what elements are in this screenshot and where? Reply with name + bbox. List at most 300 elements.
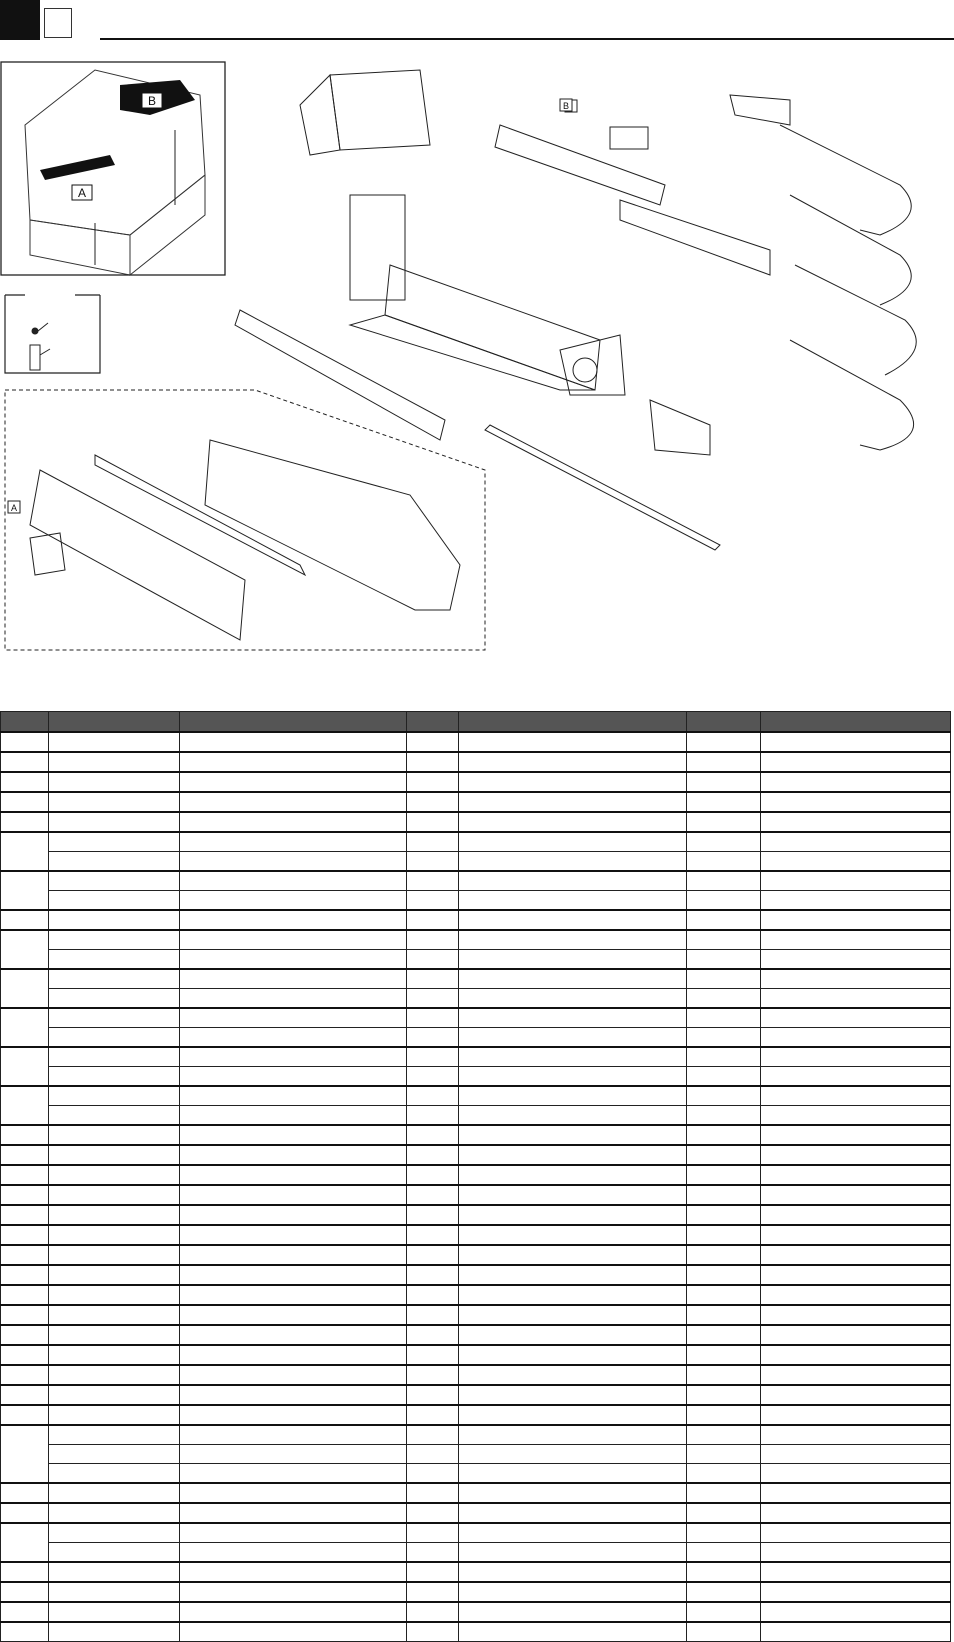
- table-cell: [49, 1205, 180, 1225]
- table-cell: [761, 1145, 951, 1165]
- table-cell: [49, 1385, 180, 1405]
- table-cell: [761, 1008, 951, 1028]
- table-cell: [180, 1365, 407, 1385]
- table-row: [1, 871, 951, 891]
- table-cell: [459, 1345, 687, 1365]
- table-cell: [180, 1445, 407, 1464]
- table-cell: [407, 871, 459, 891]
- table-cell: [180, 1145, 407, 1165]
- table-cell: [180, 1008, 407, 1028]
- table-cell: [49, 969, 180, 989]
- table-cell: [180, 752, 407, 772]
- table-cell: [180, 792, 407, 812]
- table-cell: [761, 871, 951, 891]
- table-cell: [407, 989, 459, 1009]
- table-cell: [459, 1582, 687, 1602]
- table-cell: [49, 1425, 180, 1445]
- table-cell: [687, 792, 761, 812]
- table-cell: [1, 1047, 49, 1086]
- table-cell: [407, 1028, 459, 1048]
- table-cell: [687, 1205, 761, 1225]
- table-cell: [761, 732, 951, 752]
- table-cell: [761, 891, 951, 911]
- table-cell: [407, 1285, 459, 1305]
- table-cell: [407, 832, 459, 852]
- table-cell: [687, 1106, 761, 1126]
- table-cell: [687, 1425, 761, 1445]
- table-cell: [49, 732, 180, 752]
- table-cell: [459, 891, 687, 911]
- table-cell: [407, 1445, 459, 1464]
- table-cell: [407, 1165, 459, 1185]
- table-cell: [1, 1503, 49, 1523]
- table-cell: [687, 969, 761, 989]
- table-cell: [407, 1185, 459, 1205]
- table-cell: [459, 1562, 687, 1582]
- table-row: [1, 1622, 951, 1642]
- table-cell: [459, 1425, 687, 1445]
- table-cell: [687, 1483, 761, 1503]
- table-cell: [459, 930, 687, 950]
- table-cell: [761, 1345, 951, 1365]
- table-cell: [687, 1008, 761, 1028]
- table-cell: [761, 1086, 951, 1106]
- table-cell: [761, 1483, 951, 1503]
- table-cell: [407, 1205, 459, 1225]
- table-cell: [407, 772, 459, 792]
- table-cell: [761, 752, 951, 772]
- table-cell: [459, 1385, 687, 1405]
- table-cell: [459, 1185, 687, 1205]
- table-cell: [180, 1185, 407, 1205]
- table-cell: [459, 1285, 687, 1305]
- table-cell: [180, 1543, 407, 1563]
- table-cell: [761, 1106, 951, 1126]
- table-cell: [180, 852, 407, 872]
- table-cell: [459, 871, 687, 891]
- table-row: [1, 1265, 951, 1285]
- table-cell: [49, 910, 180, 930]
- table-cell: [49, 1225, 180, 1245]
- table-row: [1, 1245, 951, 1265]
- table-cell: [459, 1503, 687, 1523]
- table-row: [1, 1602, 951, 1622]
- table-cell: [459, 950, 687, 970]
- table-cell: [761, 1265, 951, 1285]
- table-cell: [49, 1622, 180, 1642]
- table-cell: [180, 772, 407, 792]
- table-cell: [1, 930, 49, 969]
- callout-a-main: A: [10, 503, 18, 513]
- table-cell: [180, 891, 407, 911]
- table-cell: [687, 752, 761, 772]
- table-cell: [49, 1345, 180, 1365]
- table-row: [1, 891, 951, 911]
- table-cell: [407, 1265, 459, 1285]
- table-cell: [49, 1185, 180, 1205]
- table-cell: [180, 1385, 407, 1405]
- column-header-5: [459, 712, 687, 733]
- table-cell: [761, 989, 951, 1009]
- table-row: [1, 1425, 951, 1445]
- table-cell: [459, 1028, 687, 1048]
- table-cell: [459, 1464, 687, 1484]
- table-cell: [49, 812, 180, 832]
- exploded-parts-drawing: [0, 55, 954, 675]
- table-cell: [180, 1225, 407, 1245]
- table-cell: [761, 812, 951, 832]
- table-cell: [180, 1523, 407, 1543]
- column-header-2: [49, 712, 180, 733]
- table-cell: [761, 852, 951, 872]
- table-cell: [459, 852, 687, 872]
- table-cell: [1, 772, 49, 792]
- table-cell: [459, 1405, 687, 1425]
- table-cell: [761, 1225, 951, 1245]
- table-cell: [687, 852, 761, 872]
- table-cell: [459, 732, 687, 752]
- table-cell: [180, 1245, 407, 1265]
- machine-overview-inset: [1, 62, 225, 275]
- table-cell: [459, 1106, 687, 1126]
- assembly-a-detail: [5, 99, 572, 650]
- table-cell: [687, 1067, 761, 1087]
- table-cell: [687, 871, 761, 891]
- column-header-4: [407, 712, 459, 733]
- table-cell: [687, 1028, 761, 1048]
- table-cell: [49, 1047, 180, 1067]
- table-row: [1, 1543, 951, 1563]
- table-cell: [180, 1305, 407, 1325]
- table-cell: [687, 1445, 761, 1464]
- table-cell: [407, 1345, 459, 1365]
- table-cell: [1, 1405, 49, 1425]
- table-row: [1, 1345, 951, 1365]
- table-cell: [407, 891, 459, 911]
- table-cell: [180, 910, 407, 930]
- table-cell: [180, 1464, 407, 1484]
- table-row: [1, 1047, 951, 1067]
- table-cell: [407, 1523, 459, 1543]
- table-cell: [459, 969, 687, 989]
- table-cell: [407, 1086, 459, 1106]
- table-cell: [180, 1165, 407, 1185]
- table-cell: [761, 1622, 951, 1642]
- table-cell: [180, 1265, 407, 1285]
- table-cell: [180, 950, 407, 970]
- table-cell: [1, 1008, 49, 1047]
- table-cell: [180, 1562, 407, 1582]
- table-cell: [1, 1125, 49, 1145]
- table-cell: [761, 1205, 951, 1225]
- table-cell: [180, 930, 407, 950]
- table-cell: [49, 1483, 180, 1503]
- table-row: [1, 1145, 951, 1165]
- header-rule: [100, 38, 954, 40]
- table-cell: [761, 1245, 951, 1265]
- table-cell: [687, 1265, 761, 1285]
- table-cell: [49, 792, 180, 812]
- table-cell: [407, 1008, 459, 1028]
- table-cell: [1, 1483, 49, 1503]
- table-cell: [49, 1008, 180, 1028]
- table-row: [1, 792, 951, 812]
- table-cell: [180, 1405, 407, 1425]
- table-row: [1, 852, 951, 872]
- column-header-7: [761, 712, 951, 733]
- table-cell: [49, 1602, 180, 1622]
- section-indicator-box: [44, 8, 72, 38]
- section-tab: [0, 0, 40, 40]
- table-row: [1, 1205, 951, 1225]
- table-cell: [180, 1047, 407, 1067]
- table-row: [1, 1523, 951, 1543]
- table-cell: [1, 1562, 49, 1582]
- table-cell: [180, 969, 407, 989]
- table-cell: [761, 1503, 951, 1523]
- table-row: [1, 812, 951, 832]
- table-row: [1, 752, 951, 772]
- table-cell: [687, 950, 761, 970]
- table-cell: [761, 969, 951, 989]
- table-row: [1, 1185, 951, 1205]
- table-cell: [1, 1145, 49, 1165]
- table-row: [1, 1503, 951, 1523]
- table-cell: [1, 812, 49, 832]
- table-cell: [49, 989, 180, 1009]
- table-cell: [1, 910, 49, 930]
- table-cell: [687, 1464, 761, 1484]
- table-cell: [761, 1285, 951, 1305]
- table-cell: [180, 989, 407, 1009]
- table-cell: [1, 1205, 49, 1225]
- table-cell: [687, 1523, 761, 1543]
- table-cell: [407, 930, 459, 950]
- table-cell: [407, 1047, 459, 1067]
- table-cell: [761, 1464, 951, 1484]
- table-cell: [459, 1125, 687, 1145]
- table-cell: [459, 1008, 687, 1028]
- table-cell: [687, 1405, 761, 1425]
- parts-table-body: [1, 732, 951, 1642]
- table-cell: [407, 1602, 459, 1622]
- table-cell: [1, 832, 49, 871]
- table-cell: [761, 1125, 951, 1145]
- column-header-1: [1, 712, 49, 733]
- table-cell: [407, 1125, 459, 1145]
- table-cell: [459, 1483, 687, 1503]
- table-cell: [1, 969, 49, 1008]
- table-cell: [49, 1086, 180, 1106]
- table-cell: [49, 1503, 180, 1523]
- table-cell: [1, 1245, 49, 1265]
- table-cell: [687, 732, 761, 752]
- table-cell: [407, 1582, 459, 1602]
- table-cell: [459, 832, 687, 852]
- table-row: [1, 1385, 951, 1405]
- table-cell: [1, 1185, 49, 1205]
- table-cell: [687, 1125, 761, 1145]
- table-cell: [687, 1165, 761, 1185]
- table-cell: [1, 1345, 49, 1365]
- table-row: [1, 1483, 951, 1503]
- table-cell: [687, 1285, 761, 1305]
- table-cell: [49, 1305, 180, 1325]
- table-header: [1, 712, 951, 733]
- table-cell: [459, 1305, 687, 1325]
- table-cell: [459, 1325, 687, 1345]
- table-cell: [49, 871, 180, 891]
- table-cell: [407, 1245, 459, 1265]
- table-cell: [49, 1067, 180, 1087]
- table-cell: [687, 1345, 761, 1365]
- table-cell: [407, 1405, 459, 1425]
- table-cell: [407, 1305, 459, 1325]
- table-cell: [761, 910, 951, 930]
- table-cell: [687, 1562, 761, 1582]
- table-cell: [49, 930, 180, 950]
- table-row: [1, 1028, 951, 1048]
- table-cell: [687, 772, 761, 792]
- table-cell: [1, 1325, 49, 1345]
- table-cell: [407, 1325, 459, 1345]
- table-row: [1, 1165, 951, 1185]
- table-cell: [459, 1067, 687, 1087]
- table-cell: [687, 1145, 761, 1165]
- table-row: [1, 1067, 951, 1087]
- table-cell: [1, 752, 49, 772]
- table-cell: [180, 1205, 407, 1225]
- table-cell: [407, 1562, 459, 1582]
- table-cell: [459, 1165, 687, 1185]
- table-cell: [761, 1582, 951, 1602]
- table-cell: [407, 1483, 459, 1503]
- table-cell: [180, 832, 407, 852]
- detail-inset: [5, 295, 100, 373]
- table-cell: [407, 1225, 459, 1245]
- table-cell: [761, 1405, 951, 1425]
- table-cell: [49, 1543, 180, 1563]
- table-cell: [459, 1245, 687, 1265]
- table-cell: [761, 1523, 951, 1543]
- table-cell: [459, 1047, 687, 1067]
- table-cell: [1, 1385, 49, 1405]
- table-cell: [180, 1602, 407, 1622]
- table-cell: [459, 1086, 687, 1106]
- table-cell: [1, 1425, 49, 1483]
- table-cell: [407, 1106, 459, 1126]
- table-cell: [407, 732, 459, 752]
- table-cell: [1, 1305, 49, 1325]
- table-cell: [49, 1265, 180, 1285]
- table-cell: [49, 1365, 180, 1385]
- table-row: [1, 910, 951, 930]
- table-cell: [49, 1523, 180, 1543]
- table-row: [1, 969, 951, 989]
- table-cell: [761, 1067, 951, 1087]
- table-cell: [1, 1285, 49, 1305]
- table-cell: [761, 1445, 951, 1464]
- table-row: [1, 732, 951, 752]
- table-cell: [761, 1305, 951, 1325]
- table-row: [1, 1464, 951, 1484]
- table-cell: [761, 1165, 951, 1185]
- table-cell: [687, 989, 761, 1009]
- table-row: [1, 772, 951, 792]
- table-row: [1, 1086, 951, 1106]
- table-cell: [459, 1265, 687, 1285]
- table-cell: [459, 989, 687, 1009]
- table-cell: [1, 1602, 49, 1622]
- table-row: [1, 1582, 951, 1602]
- table-cell: [687, 1047, 761, 1067]
- table-row: [1, 1365, 951, 1385]
- table-cell: [459, 792, 687, 812]
- table-cell: [49, 1562, 180, 1582]
- table-row: [1, 1562, 951, 1582]
- table-cell: [180, 1425, 407, 1445]
- table-cell: [1, 1523, 49, 1562]
- table-row: [1, 1325, 951, 1345]
- table-cell: [49, 891, 180, 911]
- table-cell: [1, 732, 49, 752]
- table-cell: [761, 930, 951, 950]
- table-cell: [761, 1325, 951, 1345]
- table-cell: [49, 832, 180, 852]
- table-cell: [687, 1365, 761, 1385]
- table-cell: [1, 1365, 49, 1385]
- table-cell: [180, 1125, 407, 1145]
- table-cell: [1, 1582, 49, 1602]
- table-row: [1, 950, 951, 970]
- table-cell: [180, 871, 407, 891]
- table-cell: [459, 752, 687, 772]
- table-row: [1, 1445, 951, 1464]
- table-cell: [459, 1365, 687, 1385]
- table-cell: [761, 1047, 951, 1067]
- table-cell: [459, 1445, 687, 1464]
- main-assembly: [235, 70, 916, 550]
- table-row: [1, 1305, 951, 1325]
- table-cell: [761, 1562, 951, 1582]
- callout-b-small: B: [147, 94, 157, 108]
- column-header-6: [687, 712, 761, 733]
- table-cell: [180, 1086, 407, 1106]
- table-cell: [49, 1125, 180, 1145]
- table-row: [1, 1125, 951, 1145]
- table-cell: [407, 792, 459, 812]
- table-cell: [761, 1543, 951, 1563]
- table-cell: [687, 832, 761, 852]
- table-cell: [687, 1602, 761, 1622]
- table-cell: [761, 1385, 951, 1405]
- table-cell: [180, 1106, 407, 1126]
- table-cell: [49, 1165, 180, 1185]
- table-cell: [407, 1543, 459, 1563]
- table-cell: [459, 910, 687, 930]
- table-cell: [1, 1225, 49, 1245]
- table-cell: [687, 1582, 761, 1602]
- table-cell: [1, 1622, 49, 1642]
- table-cell: [180, 1285, 407, 1305]
- table-cell: [180, 1325, 407, 1345]
- table-cell: [49, 1325, 180, 1345]
- table-cell: [761, 1028, 951, 1048]
- table-cell: [1, 1165, 49, 1185]
- table-row: [1, 1405, 951, 1425]
- table-cell: [459, 1205, 687, 1225]
- table-cell: [180, 1503, 407, 1523]
